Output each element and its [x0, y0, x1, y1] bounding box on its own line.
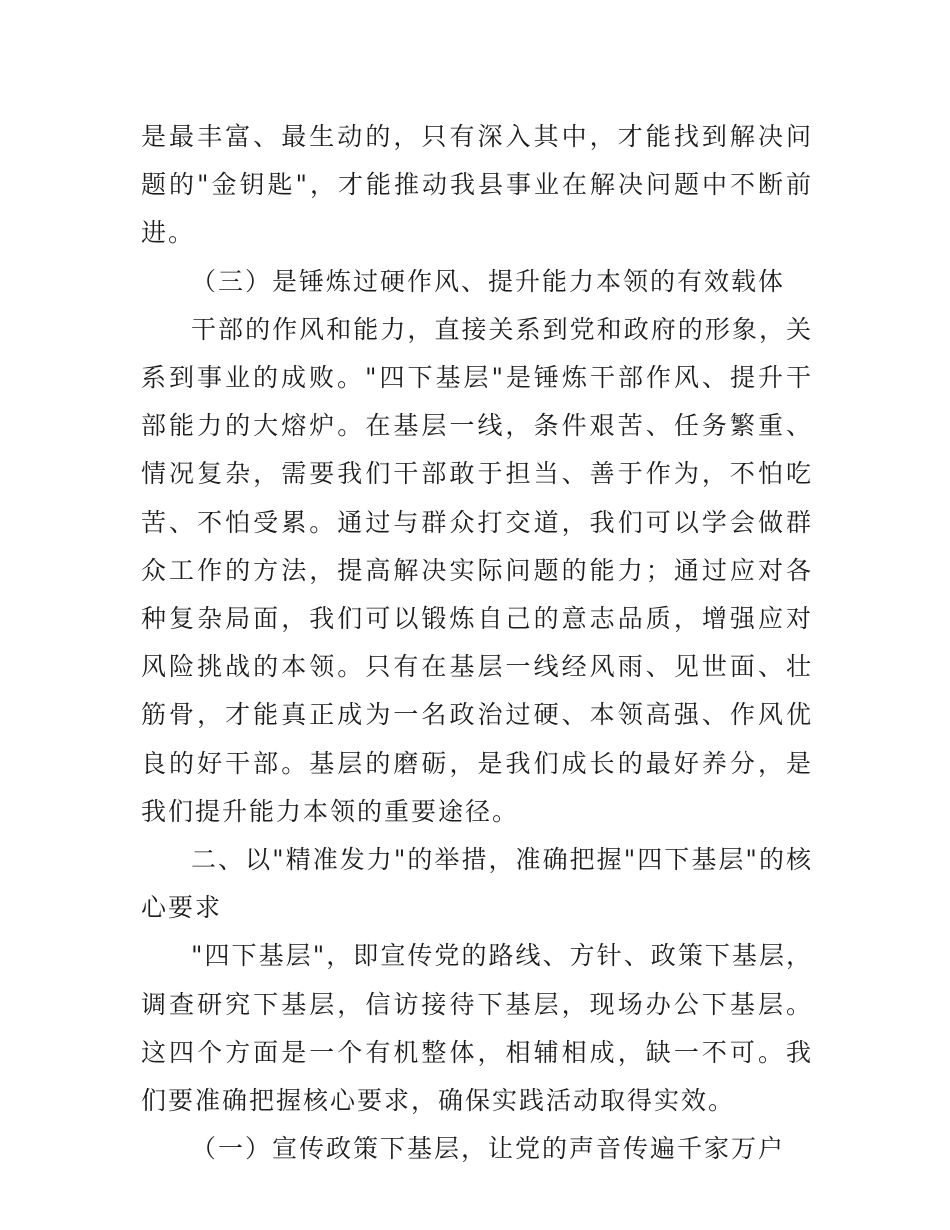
- subheading-three: （三）是锤炼过硬作风、提升能力本领的有效载体: [191, 266, 786, 296]
- paragraph-continued: 是最丰富、最生动的，只有深入其中，才能找到解决问题的"金钥匙"，才能推动我县事业在解决问题中不断前进。: [141, 122, 813, 248]
- subheading-one: （一）宣传政策下基层，让党的声音传遍千家万户: [191, 1134, 786, 1164]
- paragraph-four-grassroots: "四下基层"，即宣传党的路线、方针、政策下基层，调查研究下基层，信访接待下基层，现场办公下基层。这四个方面是一个有机整体，相辅相成，缺一不可。我们要准确把握核心要求，确保实践活动取得实效。: [141, 941, 813, 1116]
- paragraph-cadre-style: 干部的作风和能力，直接关系到党和政府的形象，关系到事业的成败。"四下基层"是锤炼干部作风、提升干部能力的大熔炉。在基层一线，条件艰苦、任务繁重、情况复杂，需要我们干部敢于担当、善于作为，不怕吃苦、不怕受累。通过与群众打交道，我们可以学会做群众工作的方法，提高解决实际问题的能力；通过应对各种复杂局面，我们可以锻炼自己的意志品质，增强应对风险挑战的本领。只有在基层一线经风雨、见世面、壮筋骨，才能真正成为一名政治过硬、本领高强、作风优良的好干部。基层的磨砺，是我们成长的最好养分，是我们提升能力本领的重要途径。: [141, 314, 813, 826]
- section-heading-two: 二、以"精准发力"的举措，准确把握"四下基层"的核心要求: [141, 845, 813, 923]
- document-body: [141, 113, 813, 1173]
